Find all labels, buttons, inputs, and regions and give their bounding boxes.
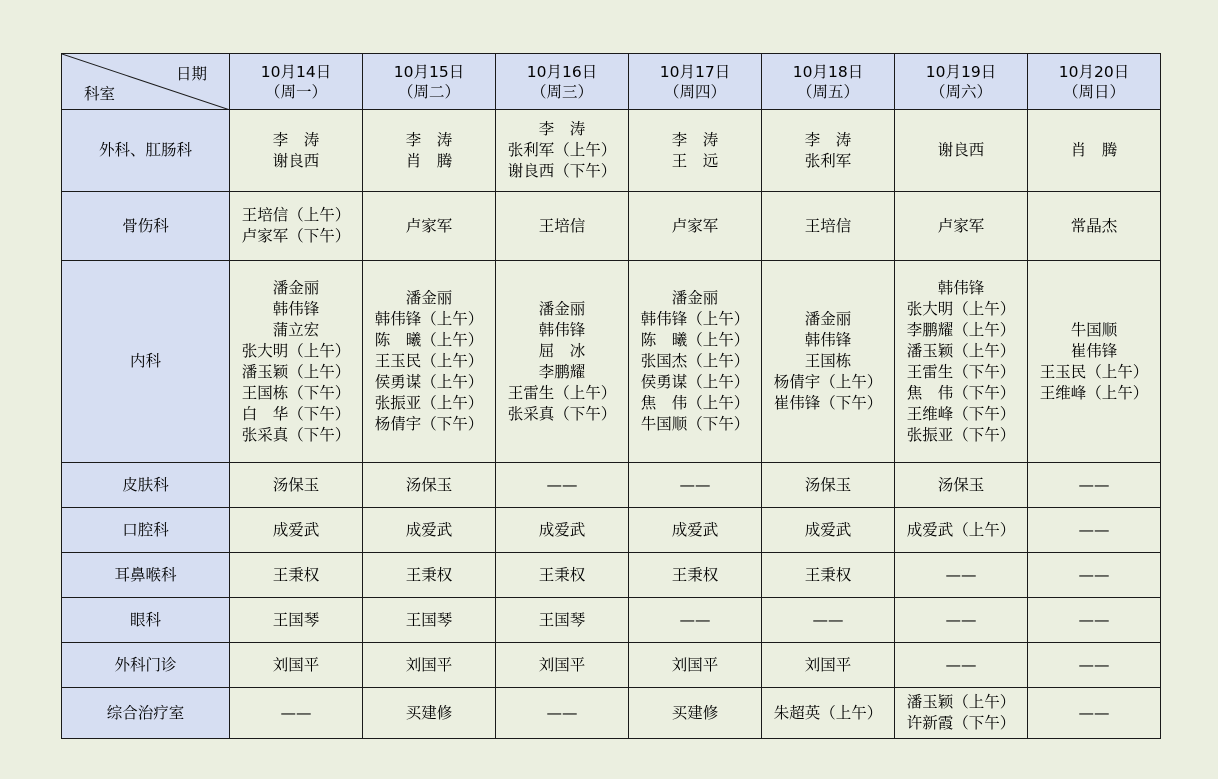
cell-text: 王秉权: [671, 565, 719, 584]
header-weekday: （周一）: [264, 82, 327, 101]
schedule-cell[interactable]: [1028, 553, 1161, 598]
schedule-cell[interactable]: [895, 643, 1028, 688]
schedule-cell[interactable]: [1028, 688, 1161, 739]
cell-text: ——: [945, 565, 977, 584]
schedule-cell[interactable]: [629, 688, 762, 739]
header-date: 10月14日: [260, 62, 332, 81]
dept-cell[interactable]: 皮肤科: [62, 463, 230, 508]
column-header-thu[interactable]: [629, 54, 762, 110]
cell-text: ——: [280, 703, 312, 722]
header-weekday: （周三）: [530, 82, 593, 101]
cell-text: 韩伟锋 张大明（上午） 李鹏耀（上午） 潘玉颖（上午） 王雷生（下午） 焦 伟（下午） 王维峰（下午） 张振亚（下午）: [906, 278, 1016, 444]
table-row: [62, 508, 1161, 553]
dept-cell[interactable]: 内科: [62, 261, 230, 463]
cell-text: 王培信: [804, 216, 852, 235]
table-row: [62, 553, 1161, 598]
schedule-cell[interactable]: [230, 261, 363, 463]
cell-text: 王培信: [538, 216, 586, 235]
cell-text: 刘国平: [538, 655, 586, 674]
cell-text: 肖 腾: [1070, 141, 1118, 159]
duty-schedule-table: [61, 53, 1161, 739]
schedule-cell[interactable]: [230, 508, 363, 553]
dept-cell[interactable]: 骨伤科: [62, 192, 230, 261]
cell-text: ——: [546, 703, 578, 722]
schedule-cell[interactable]: [230, 110, 363, 192]
table-row: [62, 643, 1161, 688]
cell-text: 李 涛 肖 腾: [405, 130, 453, 170]
schedule-cell[interactable]: [762, 598, 895, 643]
schedule-cell[interactable]: [762, 261, 895, 463]
cell-text: ——: [945, 610, 977, 629]
corner-dept-label: 科室: [84, 85, 116, 103]
schedule-cell[interactable]: [363, 643, 496, 688]
dept-cell[interactable]: 耳鼻喉科: [62, 553, 230, 598]
column-header-mon[interactable]: [230, 54, 363, 110]
schedule-cell[interactable]: [230, 643, 363, 688]
cell-text: 汤保玉: [937, 475, 985, 494]
cell-text: 成爱武（上午）: [906, 520, 1016, 539]
cell-text: 刘国平: [272, 655, 320, 674]
schedule-cell[interactable]: [762, 110, 895, 192]
schedule-cell[interactable]: [1028, 643, 1161, 688]
schedule-cell[interactable]: [230, 688, 363, 739]
schedule-cell[interactable]: [496, 463, 629, 508]
cell-text: 潘玉颖（上午） 许新霞（下午）: [906, 693, 1016, 732]
cell-text: 卢家军: [671, 216, 719, 235]
schedule-cell[interactable]: [1028, 598, 1161, 643]
schedule-cell[interactable]: [629, 110, 762, 192]
header-weekday: （周五）: [796, 82, 859, 101]
schedule-cell[interactable]: [496, 261, 629, 463]
cell-text: 朱超英（上午）: [773, 703, 883, 722]
schedule-cell[interactable]: [496, 110, 629, 192]
schedule-cell[interactable]: [230, 553, 363, 598]
schedule-cell[interactable]: [230, 192, 363, 261]
cell-text: 成爱武: [671, 520, 719, 539]
schedule-cell[interactable]: [895, 598, 1028, 643]
cell-text: 常晶杰: [1070, 216, 1118, 235]
cell-text: 成爱武: [538, 520, 586, 539]
cell-text: 卢家军: [405, 216, 453, 235]
schedule-cell[interactable]: [230, 598, 363, 643]
table-row: [62, 192, 1161, 261]
dept-cell[interactable]: 外科门诊: [62, 643, 230, 688]
cell-text: 成爱武: [405, 520, 453, 539]
schedule-cell[interactable]: [1028, 463, 1161, 508]
cell-text: 王国琴: [538, 610, 586, 629]
header-date: 10月16日: [526, 62, 598, 81]
cell-text: 李 涛 张利军: [804, 130, 852, 170]
cell-text: ——: [812, 610, 844, 629]
cell-text: 王培信（上午） 卢家军（下午）: [241, 206, 351, 245]
cell-text: ——: [1078, 475, 1110, 494]
cell-text: 刘国平: [405, 655, 453, 674]
cell-text: 成爱武: [272, 520, 320, 539]
cell-text: ——: [679, 475, 711, 494]
cell-text: 王国琴: [272, 610, 320, 629]
schedule-cell[interactable]: [762, 463, 895, 508]
header-date: 10月20日: [1058, 62, 1130, 81]
header-date: 10月19日: [925, 62, 997, 81]
column-header-fri[interactable]: [762, 54, 895, 110]
cell-text: ——: [945, 655, 977, 674]
schedule-cell[interactable]: [895, 688, 1028, 739]
schedule-cell[interactable]: [895, 261, 1028, 463]
cell-text: 潘金丽 韩伟锋（上午） 陈 曦（上午） 张国杰（上午） 侯勇谋（上午） 焦 伟（上午） 牛国顺（下午）: [640, 289, 750, 433]
schedule-cell[interactable]: [895, 553, 1028, 598]
schedule-cell[interactable]: [496, 688, 629, 739]
cell-text: ——: [1078, 655, 1110, 674]
column-header-tue[interactable]: [363, 54, 496, 110]
header-weekday: （周二）: [397, 82, 460, 101]
header-date: 10月18日: [792, 62, 864, 81]
dept-cell[interactable]: 外科、肛肠科: [62, 110, 230, 192]
schedule-cell[interactable]: [762, 643, 895, 688]
schedule-cell[interactable]: [895, 192, 1028, 261]
cell-text: ——: [1078, 610, 1110, 629]
schedule-cell[interactable]: [363, 553, 496, 598]
header-date: 10月17日: [659, 62, 731, 81]
header-date: 10月15日: [393, 62, 465, 81]
table-row: [62, 110, 1161, 192]
table-row: [62, 688, 1161, 739]
cell-text: ——: [1078, 565, 1110, 584]
cell-text: 刘国平: [671, 655, 719, 674]
column-header-sun[interactable]: [1028, 54, 1161, 110]
cell-text: ——: [546, 475, 578, 494]
schedule-cell[interactable]: [629, 261, 762, 463]
schedule-cell[interactable]: [496, 192, 629, 261]
cell-text: 王秉权: [405, 565, 453, 584]
cell-text: ——: [1078, 520, 1110, 539]
schedule-cell[interactable]: [762, 553, 895, 598]
schedule-cell[interactable]: [1028, 110, 1161, 192]
schedule-cell[interactable]: [629, 553, 762, 598]
cell-text: 潘金丽 韩伟锋 蒲立宏 张大明（上午） 潘玉颖（上午） 王国栋（下午） 白 华（下午） 张采真（下午）: [241, 278, 351, 444]
cell-text: 潘金丽 韩伟锋（上午） 陈 曦（上午） 王玉民（上午） 侯勇谋（上午） 张振亚（上午） 杨倩宇（下午）: [374, 289, 484, 433]
corner-header-cell[interactable]: [62, 54, 230, 110]
schedule-cell[interactable]: [1028, 261, 1161, 463]
schedule-cell[interactable]: [230, 463, 363, 508]
schedule-cell[interactable]: [629, 192, 762, 261]
cell-text: 汤保玉: [272, 475, 320, 494]
cell-text: 潘金丽 韩伟锋 王国栋 杨倩宇（上午） 崔伟锋（下午）: [773, 310, 883, 412]
table-row: [62, 463, 1161, 508]
schedule-cell[interactable]: [363, 688, 496, 739]
cell-text: 王秉权: [538, 565, 586, 584]
schedule-cell[interactable]: [496, 508, 629, 553]
schedule-cell[interactable]: [363, 110, 496, 192]
cell-text: 买建修: [671, 703, 719, 722]
cell-text: 王国琴: [405, 610, 453, 629]
cell-text: ——: [679, 610, 711, 629]
cell-text: 李 涛 王 远: [671, 130, 719, 170]
schedule-cell[interactable]: [363, 192, 496, 261]
schedule-cell[interactable]: [629, 508, 762, 553]
column-header-wed[interactable]: [496, 54, 629, 110]
table-row: [62, 598, 1161, 643]
schedule-cell[interactable]: [895, 110, 1028, 192]
cell-text: ——: [1078, 703, 1110, 722]
cell-text: 买建修: [405, 703, 453, 722]
cell-text: 成爱武: [804, 520, 852, 539]
schedule-cell[interactable]: [762, 192, 895, 261]
schedule-cell[interactable]: [895, 463, 1028, 508]
schedule-cell[interactable]: [363, 598, 496, 643]
schedule-cell[interactable]: [363, 463, 496, 508]
schedule-cell[interactable]: [363, 508, 496, 553]
cell-text: 卢家军: [937, 216, 985, 235]
header-weekday: （周四）: [663, 82, 726, 101]
schedule-cell[interactable]: [895, 508, 1028, 553]
schedule-cell[interactable]: [363, 261, 496, 463]
schedule-cell[interactable]: [496, 598, 629, 643]
schedule-cell[interactable]: [1028, 192, 1161, 261]
schedule-cell[interactable]: [762, 508, 895, 553]
corner-date-label: 日期: [175, 65, 207, 83]
cell-text: 刘国平: [804, 655, 852, 674]
dept-cell[interactable]: 眼科: [62, 598, 230, 643]
table-row: [62, 261, 1161, 463]
cell-text: 谢良西: [937, 141, 985, 159]
schedule-cell[interactable]: [629, 463, 762, 508]
cell-text: 李 涛 谢良西: [272, 130, 320, 170]
schedule-cell[interactable]: [496, 553, 629, 598]
cell-text: 牛国顺 崔伟锋 王玉民（上午） 王维峰（上午）: [1039, 320, 1149, 402]
header-weekday: （周六）: [929, 82, 992, 101]
dept-cell[interactable]: 综合治疗室: [62, 688, 230, 739]
cell-text: 李 涛 张利军（上午） 谢良西（下午）: [507, 120, 617, 180]
schedule-cell[interactable]: [629, 598, 762, 643]
header-row: [62, 54, 1161, 110]
schedule-cell[interactable]: [629, 643, 762, 688]
cell-text: 汤保玉: [804, 475, 852, 494]
column-header-sat[interactable]: [895, 54, 1028, 110]
cell-text: 王秉权: [272, 565, 320, 584]
schedule-cell[interactable]: [762, 688, 895, 739]
header-weekday: （周日）: [1062, 82, 1125, 101]
schedule-cell[interactable]: [1028, 508, 1161, 553]
schedule-cell[interactable]: [496, 643, 629, 688]
cell-text: 汤保玉: [405, 475, 453, 494]
cell-text: 王秉权: [804, 565, 852, 584]
cell-text: 潘金丽 韩伟锋 屈 冰 李鹏耀 王雷生（上午） 张采真（下午）: [507, 299, 617, 423]
dept-cell[interactable]: 口腔科: [62, 508, 230, 553]
